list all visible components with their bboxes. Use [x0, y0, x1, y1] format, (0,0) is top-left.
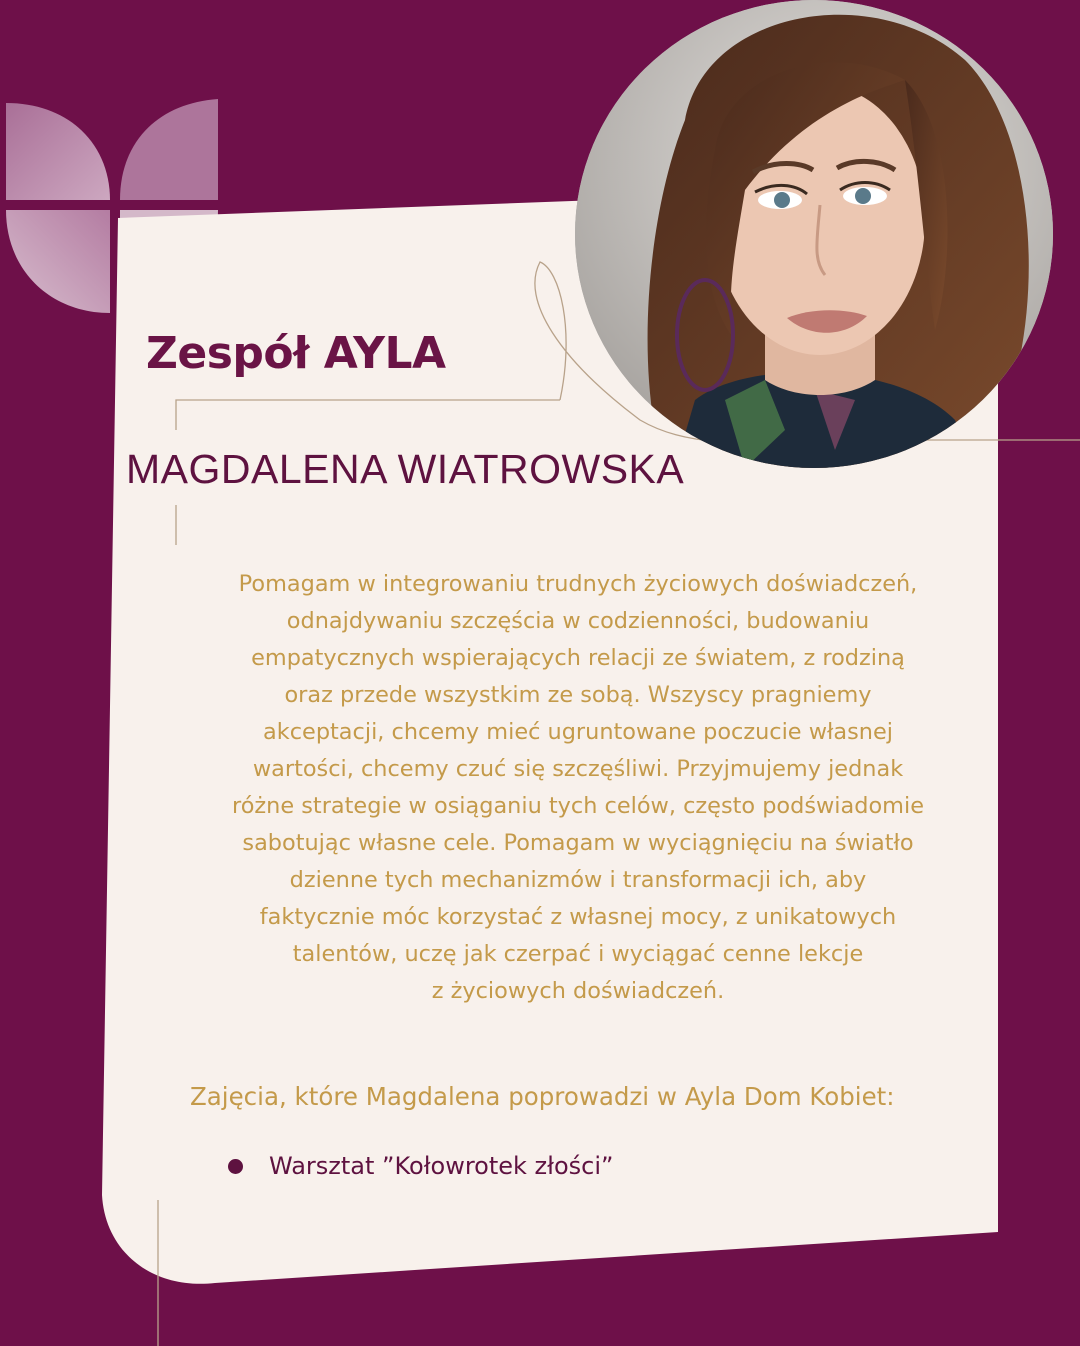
bio-line: Pomagam w integrowaniu trudnych życiowych doświadczeń, [238, 571, 918, 597]
bio-line: dzienne tych mechanizmów i transformacji ich, aby [289, 867, 867, 893]
bio-line: akceptacji, chcemy mieć ugruntowane poczucie własnej [263, 719, 893, 745]
bio-line: różne strategie w osiąganiu tych celów, często podświadomie [232, 793, 924, 819]
portrait-photo [575, 0, 1053, 468]
bio-line: sabotując własne cele. Pomagam w wyciągnięciu na światło [242, 830, 914, 856]
bio-text [188, 566, 968, 1010]
classes-heading: Zajęcia, które Magdalena poprowadzi w Ayla Dom Kobiet: [190, 1082, 895, 1111]
bio-line: oraz przede wszystkim ze sobą. Wszyscy pragniemy [284, 682, 872, 708]
bio-line: talentów, uczę jak czerpać i wyciągać cenne lekcje [292, 941, 864, 967]
bio-line: odnajdywaniu szczęścia w codzienności, budowaniu [286, 608, 870, 634]
class-label: Warsztat ”Kołowrotek złości” [269, 1152, 614, 1180]
team-title: Zespół AYLA [146, 328, 446, 379]
bio-line: wartości, chcemy czuć się szczęśliwi. Przyjmujemy jednak [252, 756, 904, 782]
list-item [228, 1152, 613, 1180]
bullet-icon [228, 1159, 243, 1174]
portrait-illustration [575, 0, 1053, 468]
bio-line: z życiowych doświadczeń. [431, 978, 725, 1004]
person-name: MAGDALENA WIATROWSKA [126, 446, 685, 492]
bio-line: faktycznie móc korzystać z własnej mocy, z unikatowych [259, 904, 897, 930]
classes-list [228, 1152, 613, 1180]
bio-line: empatycznych wspierających relacji ze światem, z rodziną [251, 645, 905, 671]
